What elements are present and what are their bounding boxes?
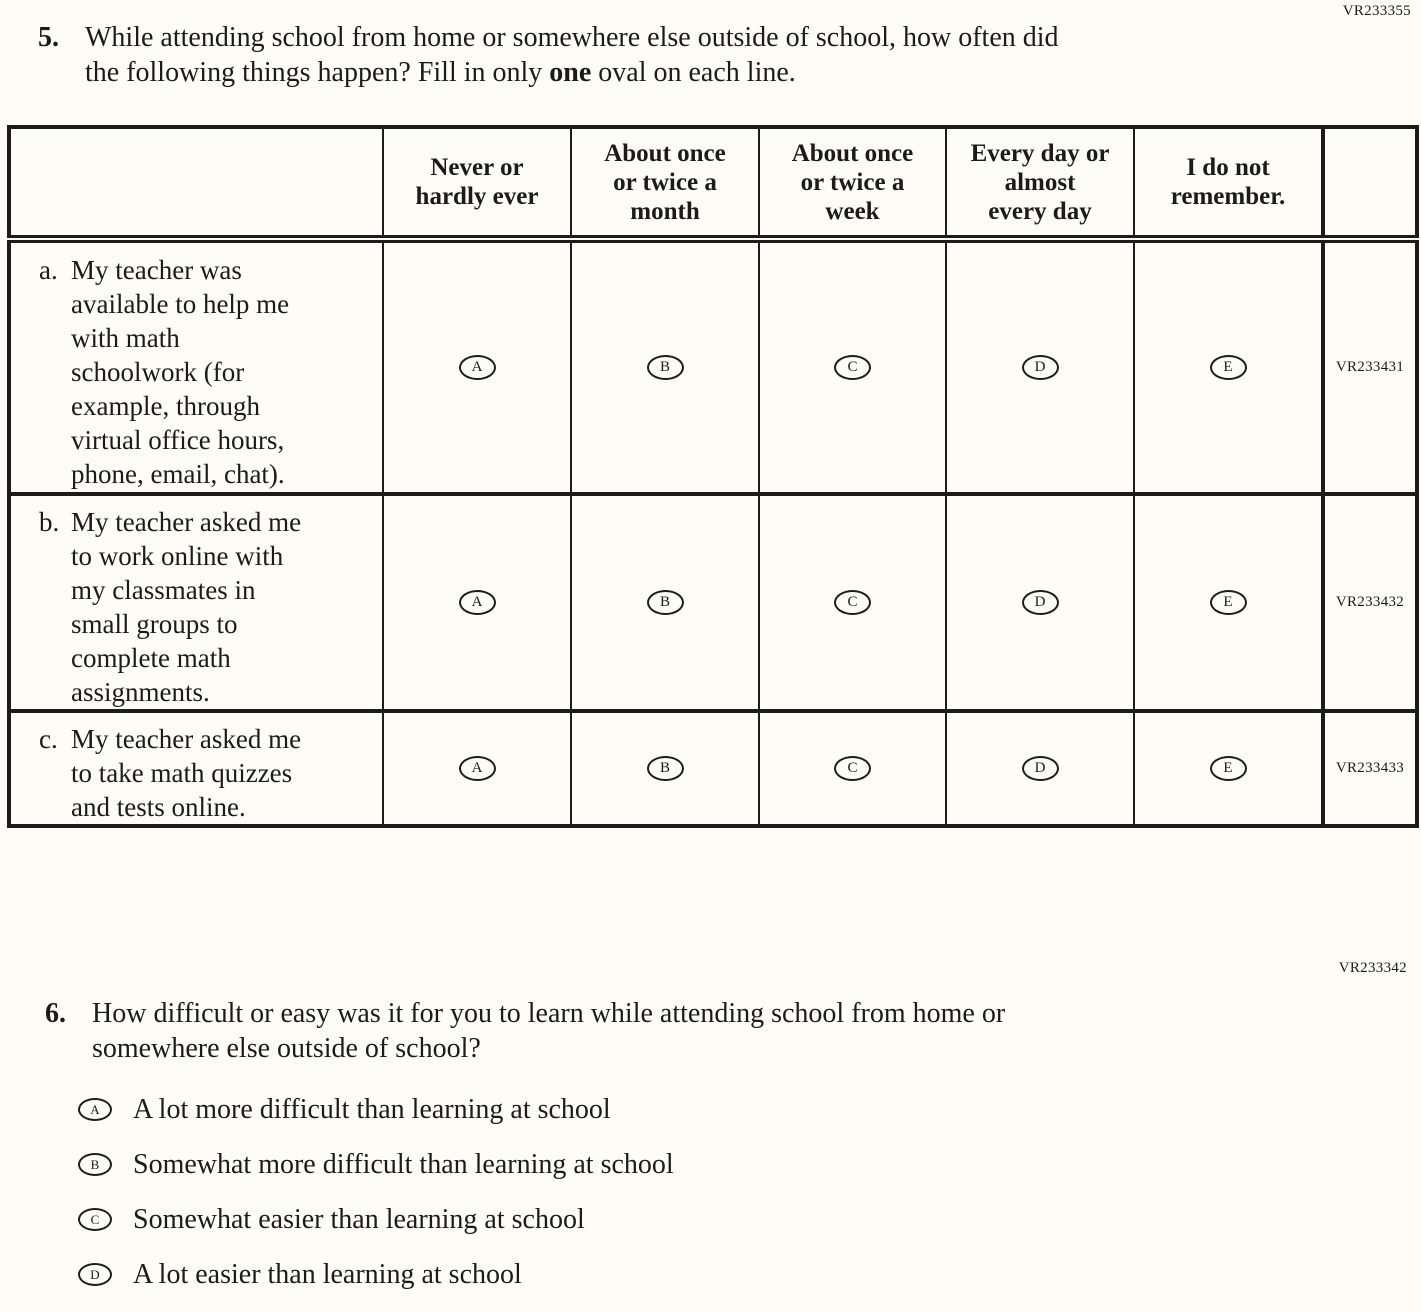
oval-q6-A[interactable]: A: [78, 1098, 112, 1121]
question-6-options: [78, 1082, 674, 1302]
question-5: [38, 20, 1218, 90]
q6-option-A-label: A lot more difficult than learning at school: [133, 1093, 611, 1125]
oval-a-D[interactable]: D: [1022, 355, 1059, 380]
header-never: Never or hardly ever: [383, 127, 571, 239]
stem-line: example, through: [71, 391, 260, 421]
bold-one: one: [549, 57, 592, 88]
row-b-code: VR233432: [1323, 494, 1417, 711]
row-b-stem-text: [71, 505, 301, 709]
row-b-cell-E: [1134, 494, 1323, 711]
table-row-c: [9, 711, 1417, 826]
row-b-cell-B: [571, 494, 759, 711]
q6-option-B: [78, 1137, 674, 1192]
row-c-cell-C: [759, 711, 946, 826]
header-once-week: About once or twice a week: [759, 127, 946, 239]
oval-c-B[interactable]: B: [647, 756, 684, 781]
stem-line: and tests online.: [71, 792, 246, 822]
table-header-row: [9, 127, 1417, 239]
table-row-b: [9, 494, 1417, 711]
stem-line: assignments.: [71, 677, 210, 707]
oval-q6-C[interactable]: C: [78, 1208, 112, 1231]
row-c-cell-B: [571, 711, 759, 826]
header-every-day: Every day or almost every day: [946, 127, 1134, 239]
oval-a-E[interactable]: E: [1210, 355, 1247, 380]
oval-c-C[interactable]: C: [834, 756, 871, 781]
q6-option-A: [78, 1082, 674, 1137]
row-c-stem-text: [71, 722, 301, 824]
oval-a-C[interactable]: C: [834, 355, 871, 380]
stem-line: My teacher was: [71, 255, 242, 285]
q6-option-D-label: A lot easier than learning at school: [133, 1258, 522, 1290]
q6-option-C-label: Somewhat easier than learning at school: [133, 1203, 585, 1235]
q6-option-C: [78, 1192, 674, 1247]
header-stem-blank: [9, 127, 383, 239]
stem-line: complete math: [71, 643, 231, 673]
question-5-number: 5.: [38, 22, 59, 53]
row-a-cell-D: [946, 239, 1134, 494]
oval-c-A[interactable]: A: [459, 756, 496, 781]
row-a-stem-text: [71, 253, 289, 491]
row-c-cell-D: [946, 711, 1134, 826]
oval-b-D[interactable]: D: [1022, 590, 1059, 615]
oval-c-E[interactable]: E: [1210, 756, 1247, 781]
row-c-letter: c.: [39, 724, 58, 754]
question-5-text: [85, 20, 1059, 90]
stem-line: virtual office hours,: [71, 425, 285, 455]
stem-line: schoolwork (for: [71, 357, 245, 387]
q6-option-D: [78, 1247, 674, 1302]
stem-line: My teacher asked me: [71, 724, 302, 754]
oval-c-D[interactable]: D: [1022, 756, 1059, 781]
oval-q6-B[interactable]: B: [78, 1153, 112, 1176]
stem-line: My teacher asked me: [71, 507, 302, 537]
stem-line: with math: [71, 323, 180, 353]
page-code-top: VR233355: [1342, 3, 1411, 19]
row-c-cell-E: [1134, 711, 1323, 826]
oval-a-B[interactable]: B: [647, 355, 684, 380]
stem-line: small groups to: [71, 609, 238, 639]
row-a-cell-B: [571, 239, 759, 494]
row-b-stem: [9, 494, 383, 711]
q6-option-B-label: Somewhat more difficult than learning at school: [133, 1148, 674, 1180]
row-b-letter: b.: [39, 507, 60, 537]
header-code-blank: [1323, 127, 1417, 239]
header-once-month: About once or twice a month: [571, 127, 759, 239]
row-a-cell-A: [383, 239, 571, 494]
oval-b-C[interactable]: C: [834, 590, 871, 615]
row-c-code: VR233433: [1323, 711, 1417, 826]
stem-line: to work online with: [71, 541, 284, 571]
row-a-cell-C: [759, 239, 946, 494]
row-c-cell-A: [383, 711, 571, 826]
oval-b-E[interactable]: E: [1210, 590, 1247, 615]
oval-a-A[interactable]: A: [459, 355, 496, 380]
q5-matrix-table: [7, 125, 1419, 828]
page-code-mid: VR233342: [1338, 960, 1407, 976]
row-a-code: VR233431: [1323, 239, 1417, 494]
question-6-text: [92, 996, 1005, 1066]
stem-line: available to help me: [71, 289, 290, 319]
table-row-a: [9, 239, 1417, 494]
question-6-number: 6.: [45, 998, 66, 1029]
row-b-cell-A: [383, 494, 571, 711]
row-b-cell-C: [759, 494, 946, 711]
stem-line: to take math quizzes: [71, 758, 293, 788]
question-6-line2: somewhere else outside of school?: [92, 1033, 481, 1064]
question-5-line2: the following things happen? Fill in only one oval on each line.: [85, 57, 796, 88]
header-no-remember: I do not remember.: [1134, 127, 1323, 239]
row-b-cell-D: [946, 494, 1134, 711]
row-c-stem: [9, 711, 383, 826]
oval-b-B[interactable]: B: [647, 590, 684, 615]
question-5-line1: While attending school from home or somewhere else outside of school, how often did: [85, 22, 1059, 53]
stem-line: phone, email, chat).: [71, 459, 285, 489]
row-a-letter: a.: [39, 255, 58, 285]
stem-line: my classmates in: [71, 575, 256, 605]
row-a-stem: [9, 239, 383, 494]
row-a-cell-E: [1134, 239, 1323, 494]
oval-b-A[interactable]: A: [459, 590, 496, 615]
oval-q6-D[interactable]: D: [78, 1263, 112, 1286]
question-6-line1: How difficult or easy was it for you to learn while attending school from home or: [92, 998, 1006, 1029]
question-6: [45, 996, 1225, 1066]
